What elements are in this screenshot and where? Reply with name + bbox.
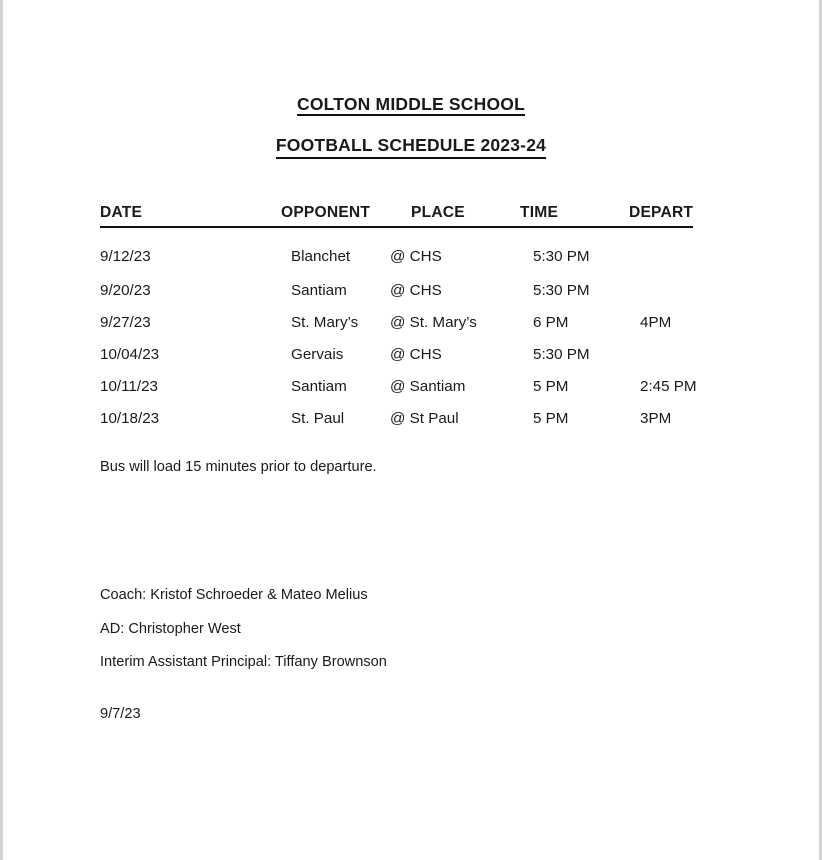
cell-depart: 4PM	[640, 313, 672, 331]
cell-place: @ CHS	[390, 281, 442, 299]
cell-depart	[610, 274, 693, 306]
title-block	[3, 95, 819, 159]
cell-opponent: Blanchet	[291, 247, 351, 265]
cell-time: 5:30 PM	[533, 281, 590, 299]
cell-place: @ St. Mary’s	[390, 313, 477, 331]
page-title	[3, 95, 819, 116]
cell-depart	[610, 338, 693, 370]
cell-depart: 2:45 PM	[640, 377, 697, 395]
table-row	[100, 306, 693, 338]
cell-date: 10/18/23	[100, 409, 160, 427]
schedule-table-header	[100, 204, 693, 227]
table-row	[100, 370, 693, 402]
staff-line-ad: AD: Christopher West	[100, 620, 241, 637]
cell-date: 10/11/23	[100, 377, 158, 395]
table-row	[100, 402, 693, 434]
cell-date: 9/12/23	[100, 247, 151, 265]
cell-date: 9/27/23	[100, 313, 151, 331]
cell-opponent: Santiam	[291, 281, 347, 299]
cell-date: 9/20/23	[100, 281, 151, 299]
column-header-depart: DEPART	[610, 204, 693, 227]
staff-block	[100, 586, 387, 672]
schedule-table	[100, 204, 697, 434]
page-subtitle	[3, 116, 819, 159]
schedule-section	[100, 204, 697, 434]
column-header-place: PLACE	[390, 204, 500, 227]
cell-time: 6 PM	[533, 313, 569, 331]
cell-time: 5 PM	[533, 409, 569, 427]
cell-opponent: St. Paul	[291, 409, 345, 427]
cell-depart: 3PM	[640, 409, 672, 427]
column-header-opponent: OPPONENT	[245, 204, 390, 227]
document-date: 9/7/23	[100, 706, 141, 722]
table-row	[100, 338, 693, 370]
table-row	[100, 274, 693, 306]
cell-opponent: St. Mary’s	[291, 313, 359, 331]
cell-place: @ Santiam	[390, 377, 466, 395]
page-subtitle-text: FOOTBALL SCHEDULE 2023-24	[276, 135, 546, 159]
cell-date: 10/04/23	[100, 345, 160, 363]
bus-note: Bus will load 15 minutes prior to departure.	[100, 459, 377, 475]
schedule-table-body	[100, 227, 697, 434]
staff-line-principal: Interim Assistant Principal: Tiffany Brownson	[100, 654, 387, 671]
cell-place: @ CHS	[390, 345, 442, 363]
column-header-date: DATE	[100, 204, 245, 227]
cell-place: @ CHS	[390, 247, 442, 265]
staff-line-coach: Coach: Kristof Schroeder & Mateo Melius	[100, 587, 368, 603]
cell-opponent: Santiam	[291, 377, 347, 395]
cell-place: @ St Paul	[390, 409, 459, 427]
cell-time: 5:30 PM	[533, 247, 590, 265]
page-title-text: COLTON MIDDLE SCHOOL	[297, 95, 525, 116]
cell-time: 5 PM	[533, 377, 569, 395]
cell-depart	[610, 227, 693, 274]
cell-opponent: Gervais	[291, 345, 344, 363]
table-header-row	[100, 204, 693, 227]
table-row	[100, 227, 693, 274]
column-header-time: TIME	[500, 204, 610, 227]
cell-time: 5:30 PM	[533, 345, 590, 363]
